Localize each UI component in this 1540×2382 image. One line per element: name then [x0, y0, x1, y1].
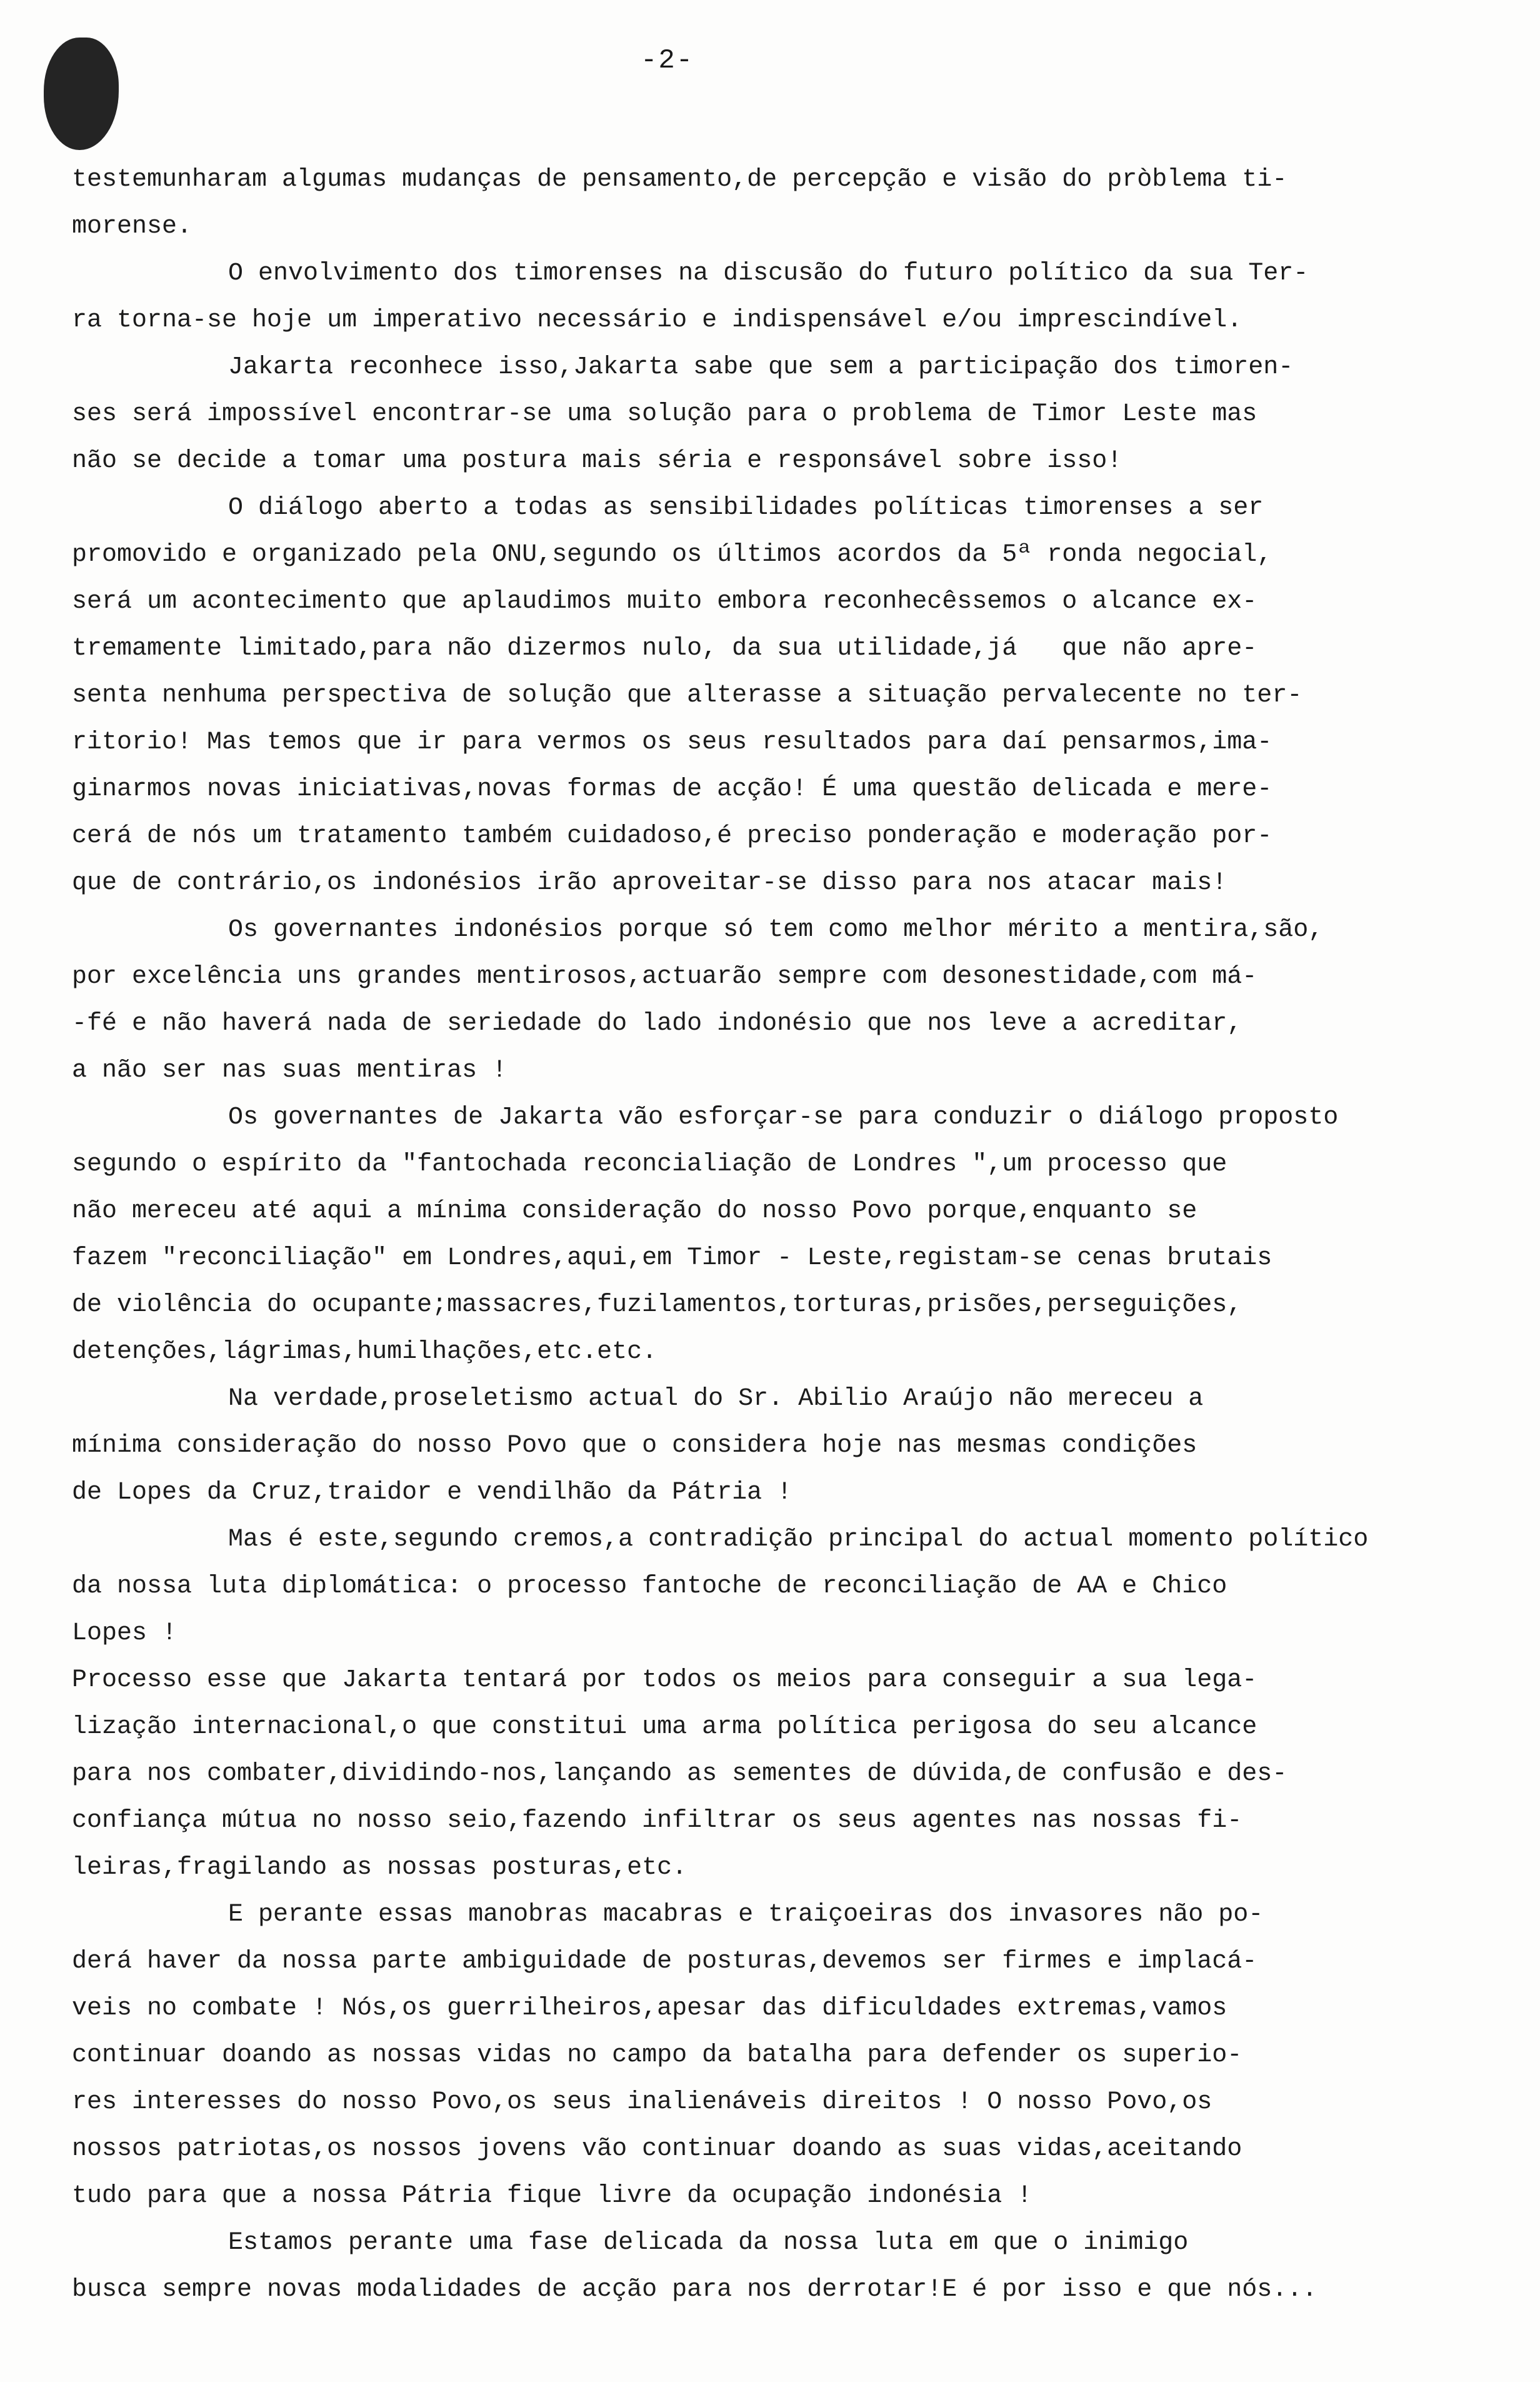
text-line: veis no combate ! Nós,os guerrilheiros,apesar das dificuldades extremas,vamos: [72, 1994, 1228, 2023]
text-line: E perante essas manobras macabras e traiçoeiras dos invasores não po-: [228, 1901, 1264, 1929]
text-line: busca sempre novas modalidades de acção para nos derrotar!E é por isso e que nós...: [72, 2276, 1318, 2304]
text-line: mínima consideração do nosso Povo que o considera hoje nas mesmas condições: [72, 1432, 1198, 1460]
ink-blot: [44, 38, 119, 150]
text-line: para nos combater,dividindo-nos,lançando as sementes de dúvida,de confusão e des-: [72, 1760, 1288, 1788]
text-line: res interesses do nosso Povo,os seus inalienáveis direitos ! O nosso Povo,os: [72, 2088, 1212, 2116]
text-line: a não ser nas suas mentiras !: [72, 1057, 508, 1085]
text-line: Processo esse que Jakarta tentará por todos os meios para conseguir a sua lega-: [72, 1666, 1258, 1694]
text-line: ses será impossível encontrar-se uma solução para o problema de Timor Leste mas: [72, 400, 1258, 428]
text-line: Na verdade,proseletismo actual do Sr. Abilio Araújo não mereceu a: [228, 1385, 1204, 1413]
text-line: ginarmos novas iniciativas,novas formas de acção! É uma questão delicada e mere-: [72, 775, 1272, 803]
text-line: Estamos perante uma fase delicada da nossa luta em que o inimigo: [228, 2229, 1189, 2257]
text-line: nossos patriotas,os nossos jovens vão continuar doando as suas vidas,aceitando: [72, 2135, 1242, 2163]
text-line: não se decide a tomar uma postura mais séria e responsável sobre isso!: [72, 447, 1122, 475]
text-line: ritorio! Mas temos que ir para vermos os seus resultados para daí pensarmos,ima-: [72, 728, 1272, 756]
text-line: segundo o espírito da "fantochada reconcialiação de Londres ",um processo que: [72, 1150, 1228, 1178]
text-line: Mas é este,segundo cremos,a contradição principal do actual momento político: [228, 1525, 1369, 1554]
text-line: testemunharam algumas mudanças de pensamento,de percepção e visão do pròblema ti-: [72, 166, 1288, 194]
text-line: de Lopes da Cruz,traidor e vendilhão da Pátria !: [72, 1479, 792, 1507]
text-line: por excelência uns grandes mentirosos,actuarão sempre com desonestidade,com má-: [72, 963, 1258, 991]
text-line: morense.: [72, 213, 192, 241]
text-line: promovido e organizado pela ONU,segundo os últimos acordos da 5ª ronda negocial,: [72, 541, 1272, 569]
text-line: será um acontecimento que aplaudimos muito embora reconhecêssemos o alcance ex-: [72, 588, 1258, 616]
text-line: ra torna-se hoje um imperativo necessário e indispensável e/ou imprescindível.: [72, 306, 1242, 334]
text-line: confiança mútua no nosso seio,fazendo infiltrar os seus agentes nas nossas fi-: [72, 1807, 1242, 1835]
page-number: -2-: [641, 45, 694, 76]
text-line: -fé e não haverá nada de seriedade do lado indonésio que nos leve a acreditar,: [72, 1010, 1242, 1038]
document-body: [72, 156, 1447, 2313]
text-line: tremamente limitado,para não dizermos nulo, da sua utilidade,já que não apre-: [72, 635, 1258, 663]
text-line: detenções,lágrimas,humilhações,etc.etc.: [72, 1338, 658, 1366]
text-line: cerá de nós um tratamento também cuidadoso,é preciso ponderação e moderação por-: [72, 822, 1272, 850]
text-line: tudo para que a nossa Pátria fique livre da ocupação indonésia !: [72, 2182, 1032, 2210]
text-line: O diálogo aberto a todas as sensibilidades políticas timorenses a ser: [228, 494, 1264, 522]
text-line: senta nenhuma perspectiva de solução que alterasse a situação pervalecente no ter-: [72, 681, 1302, 710]
text-line: Jakarta reconhece isso,Jakarta sabe que sem a participação dos timoren-: [228, 353, 1294, 381]
text-line: não mereceu até aqui a mínima consideração do nosso Povo porque,enquanto se: [72, 1197, 1198, 1225]
text-line: continuar doando as nossas vidas no campo da batalha para defender os superio-: [72, 2041, 1242, 2069]
text-line: O envolvimento dos timorenses na discusão do futuro político da sua Ter-: [228, 259, 1309, 288]
text-line: leiras,fragilando as nossas posturas,etc.: [72, 1854, 688, 1882]
text-line: Lopes !: [72, 1619, 178, 1647]
text-line: derá haver da nossa parte ambiguidade de posturas,devemos ser firmes e implacá-: [72, 1947, 1258, 1976]
text-line: que de contrário,os indonésios irão aproveitar-se disso para nos atacar mais!: [72, 869, 1228, 897]
text-line: lização internacional,o que constitui uma arma política perigosa do seu alcance: [72, 1713, 1258, 1741]
text-line: fazem "reconciliação" em Londres,aqui,em Timor - Leste,registam-se cenas brutais: [72, 1244, 1272, 1272]
text-line: da nossa luta diplomática: o processo fantoche de reconciliação de AA e Chico: [72, 1572, 1228, 1601]
text-line: Os governantes de Jakarta vão esforçar-se para conduzir o diálogo proposto: [228, 1103, 1339, 1132]
text-line: de violência do ocupante;massacres,fuzilamentos,torturas,prisões,perseguições,: [72, 1291, 1242, 1319]
text-line: Os governantes indonésios porque só tem como melhor mérito a mentira,são,: [228, 916, 1324, 944]
